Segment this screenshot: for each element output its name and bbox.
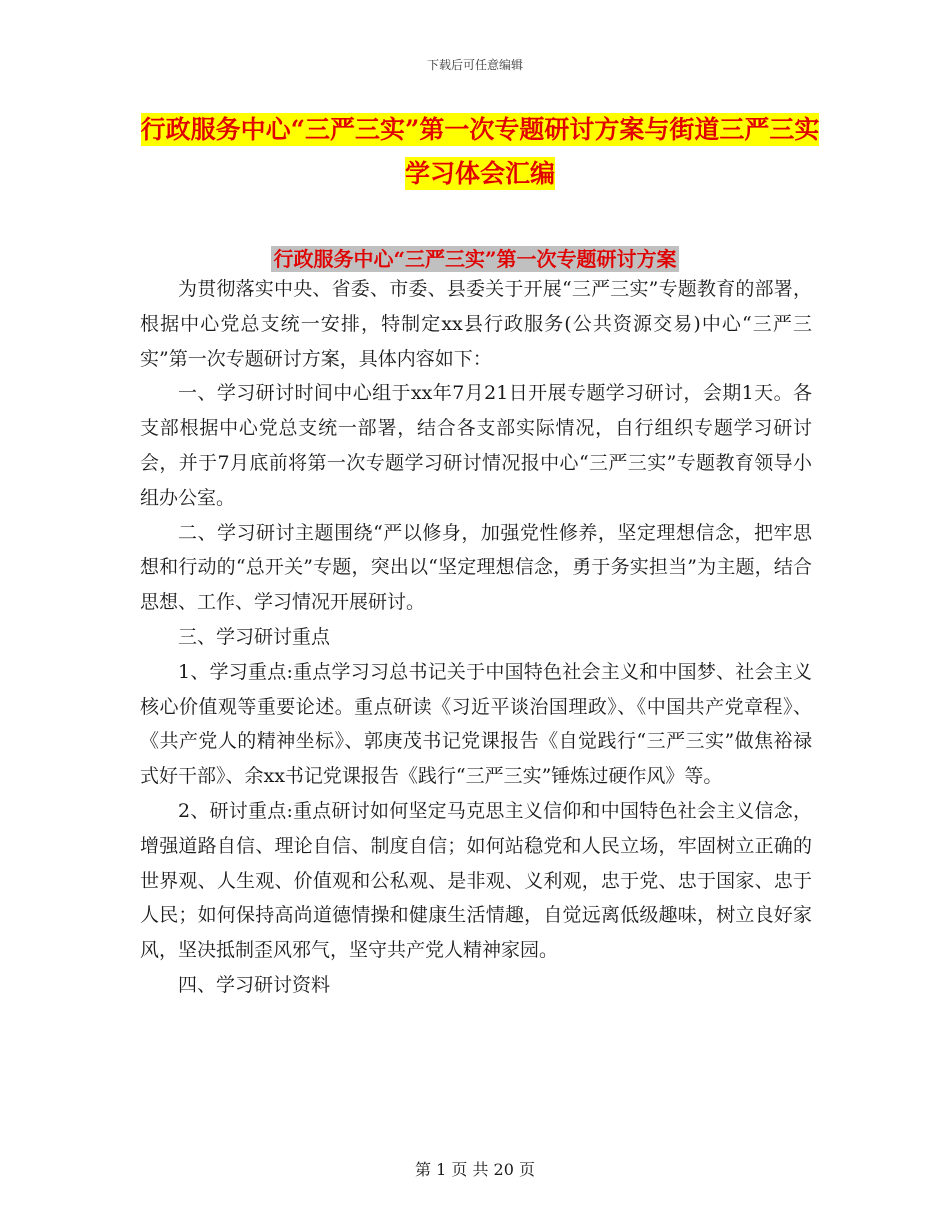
paragraph: 二、学习研讨主题围绕“严以修身，加强党性修养，坚定理想信念，把牢思想和行动的“总开关”专题，突出以“坚定理想信念，勇于务实担当”为主题，结合思想、工作、学习情况开展研讨。 xyxy=(140,521,812,614)
section-title xyxy=(0,246,950,272)
paragraph: 2、研讨重点:重点研讨如何坚定马克思主义信仰和中国特色社会主义信念，增强道路自信、理论自信、制度自信；如何站稳党和人民立场，牢固树立正确的世界观、人生观、价值观和公私观、是非观、义利观，忠于党、忠于国家、忠于人民；如何保持高尚道德情操和健康生活情趣，自觉远离低级趣味，树立良好家风，坚决抵制歪风邪气，坚守共产党人精神家园。 xyxy=(140,799,812,962)
paragraph: 一、学习研讨时间中心组于xx年7月21日开展专题学习研讨，会期1天。各支部根据中心党总支统一部署，结合各支部实际情况，自行组织专题学习研讨会，并于7月底前将第一次专题学习研讨情况报中心“三严三实”专题教育领导小组办公室。 xyxy=(140,382,812,509)
paragraph: 三、学习研讨重点 xyxy=(178,625,331,648)
paragraph: 四、学习研讨资料 xyxy=(178,973,331,996)
page-footer: 第 1 页 共 20 页 xyxy=(415,1160,535,1179)
document-body xyxy=(140,272,812,1003)
main-title-text: 行政服务中心“三严三实”第一次专题研讨方案与街道三严三实学习体会汇编 xyxy=(140,115,820,188)
paragraph: 为贯彻落实中央、省委、市委、县委关于开展“三严三实”专题教育的部署，根据中心党总支统一安排，特制定xx县行政服务(公共资源交易)中心“三严三实”第一次专题研讨方案，具体内容如下： xyxy=(140,278,812,370)
paragraph: 1、学习重点:重点学习习总书记关于中国特色社会主义和中国梦、社会主义核心价值观等重要论述。重点研读《习近平谈治国理政》、《中国共产党章程》、《共产党人的精神坐标》、郭庚茂书记党课报告《自觉践行“三严三实”做焦裕禄式好干部》、余xx书记党课报告《践行“三严三实”锤炼过硬作风》等。 xyxy=(140,660,812,788)
header-note: 下载后可任意编辑 xyxy=(426,58,523,72)
section-title-text: 行政服务中心“三严三实”第一次专题研讨方案 xyxy=(273,247,677,271)
main-title xyxy=(140,108,820,196)
